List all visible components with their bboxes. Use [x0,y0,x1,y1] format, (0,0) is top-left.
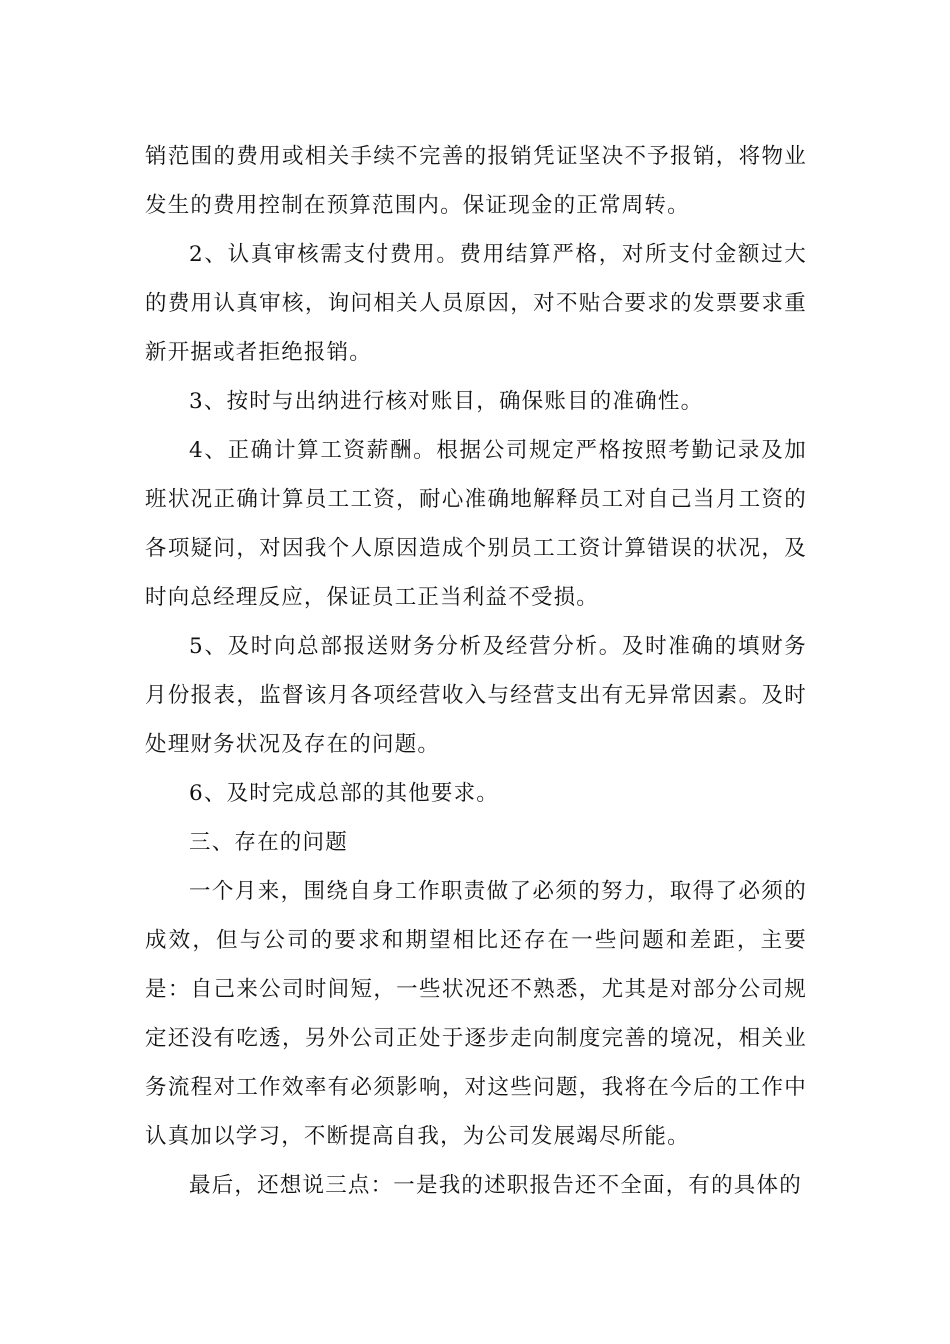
paragraph-3: 3、按时与出纳进行核对账目，确保账目的准确性。 [189,389,704,414]
section-heading: 三、存在的问题 [189,830,348,855]
paragraph-2: 2、认真审核需支付费用。费用结算严格，对所支付金额过大的费用认真审核，询问相关人员原因，对不贴合要求的发票要求重新开据或者拒绝报销。 [145,242,807,365]
paragraph-1: 销范围的费用或相关手续不完善的报销凭证坚决不予报销，将物业发生的费用控制在预算范围内。保证现金的正常周转。 [145,144,807,218]
paragraph-5: 5、及时向总部报送财务分析及经营分析。及时准确的填财务月份报表，监督该月各项经营收入与经营支出有无异常因素。及时处理财务状况及存在的问题。 [145,634,807,757]
paragraph-7: 一个月来，围绕自身工作职责做了必须的努力，取得了必须的成效，但与公司的要求和期望相比还存在一些问题和差距，主要是：自己来公司时间短，一些状况还不熟悉，尤其是对部分公司规定还没有吃透，另外公司正处于逐步走向制度完善的境况，相关业务流程对工作效率有必须影响，对这些问题，我将在今后的工作中认真加以学习，不断提高自我，为公司发展竭尽所能。 [145,879,807,1149]
paragraph-6: 6、及时完成总部的其他要求。 [189,781,499,806]
paragraph-8: 最后，还想说三点：一是我的述职报告还不全面，有的具体的 [189,1173,802,1198]
document-body [145,132,807,1210]
paragraph-4: 4、正确计算工资薪酬。根据公司规定严格按照考勤记录及加班状况正确计算员工工资，耐心准确地解释员工对自己当月工资的各项疑问，对因我个人原因造成个别员工工资计算错误的状况，及时向总经理反应，保证员工正当利益不受损。 [145,438,807,610]
